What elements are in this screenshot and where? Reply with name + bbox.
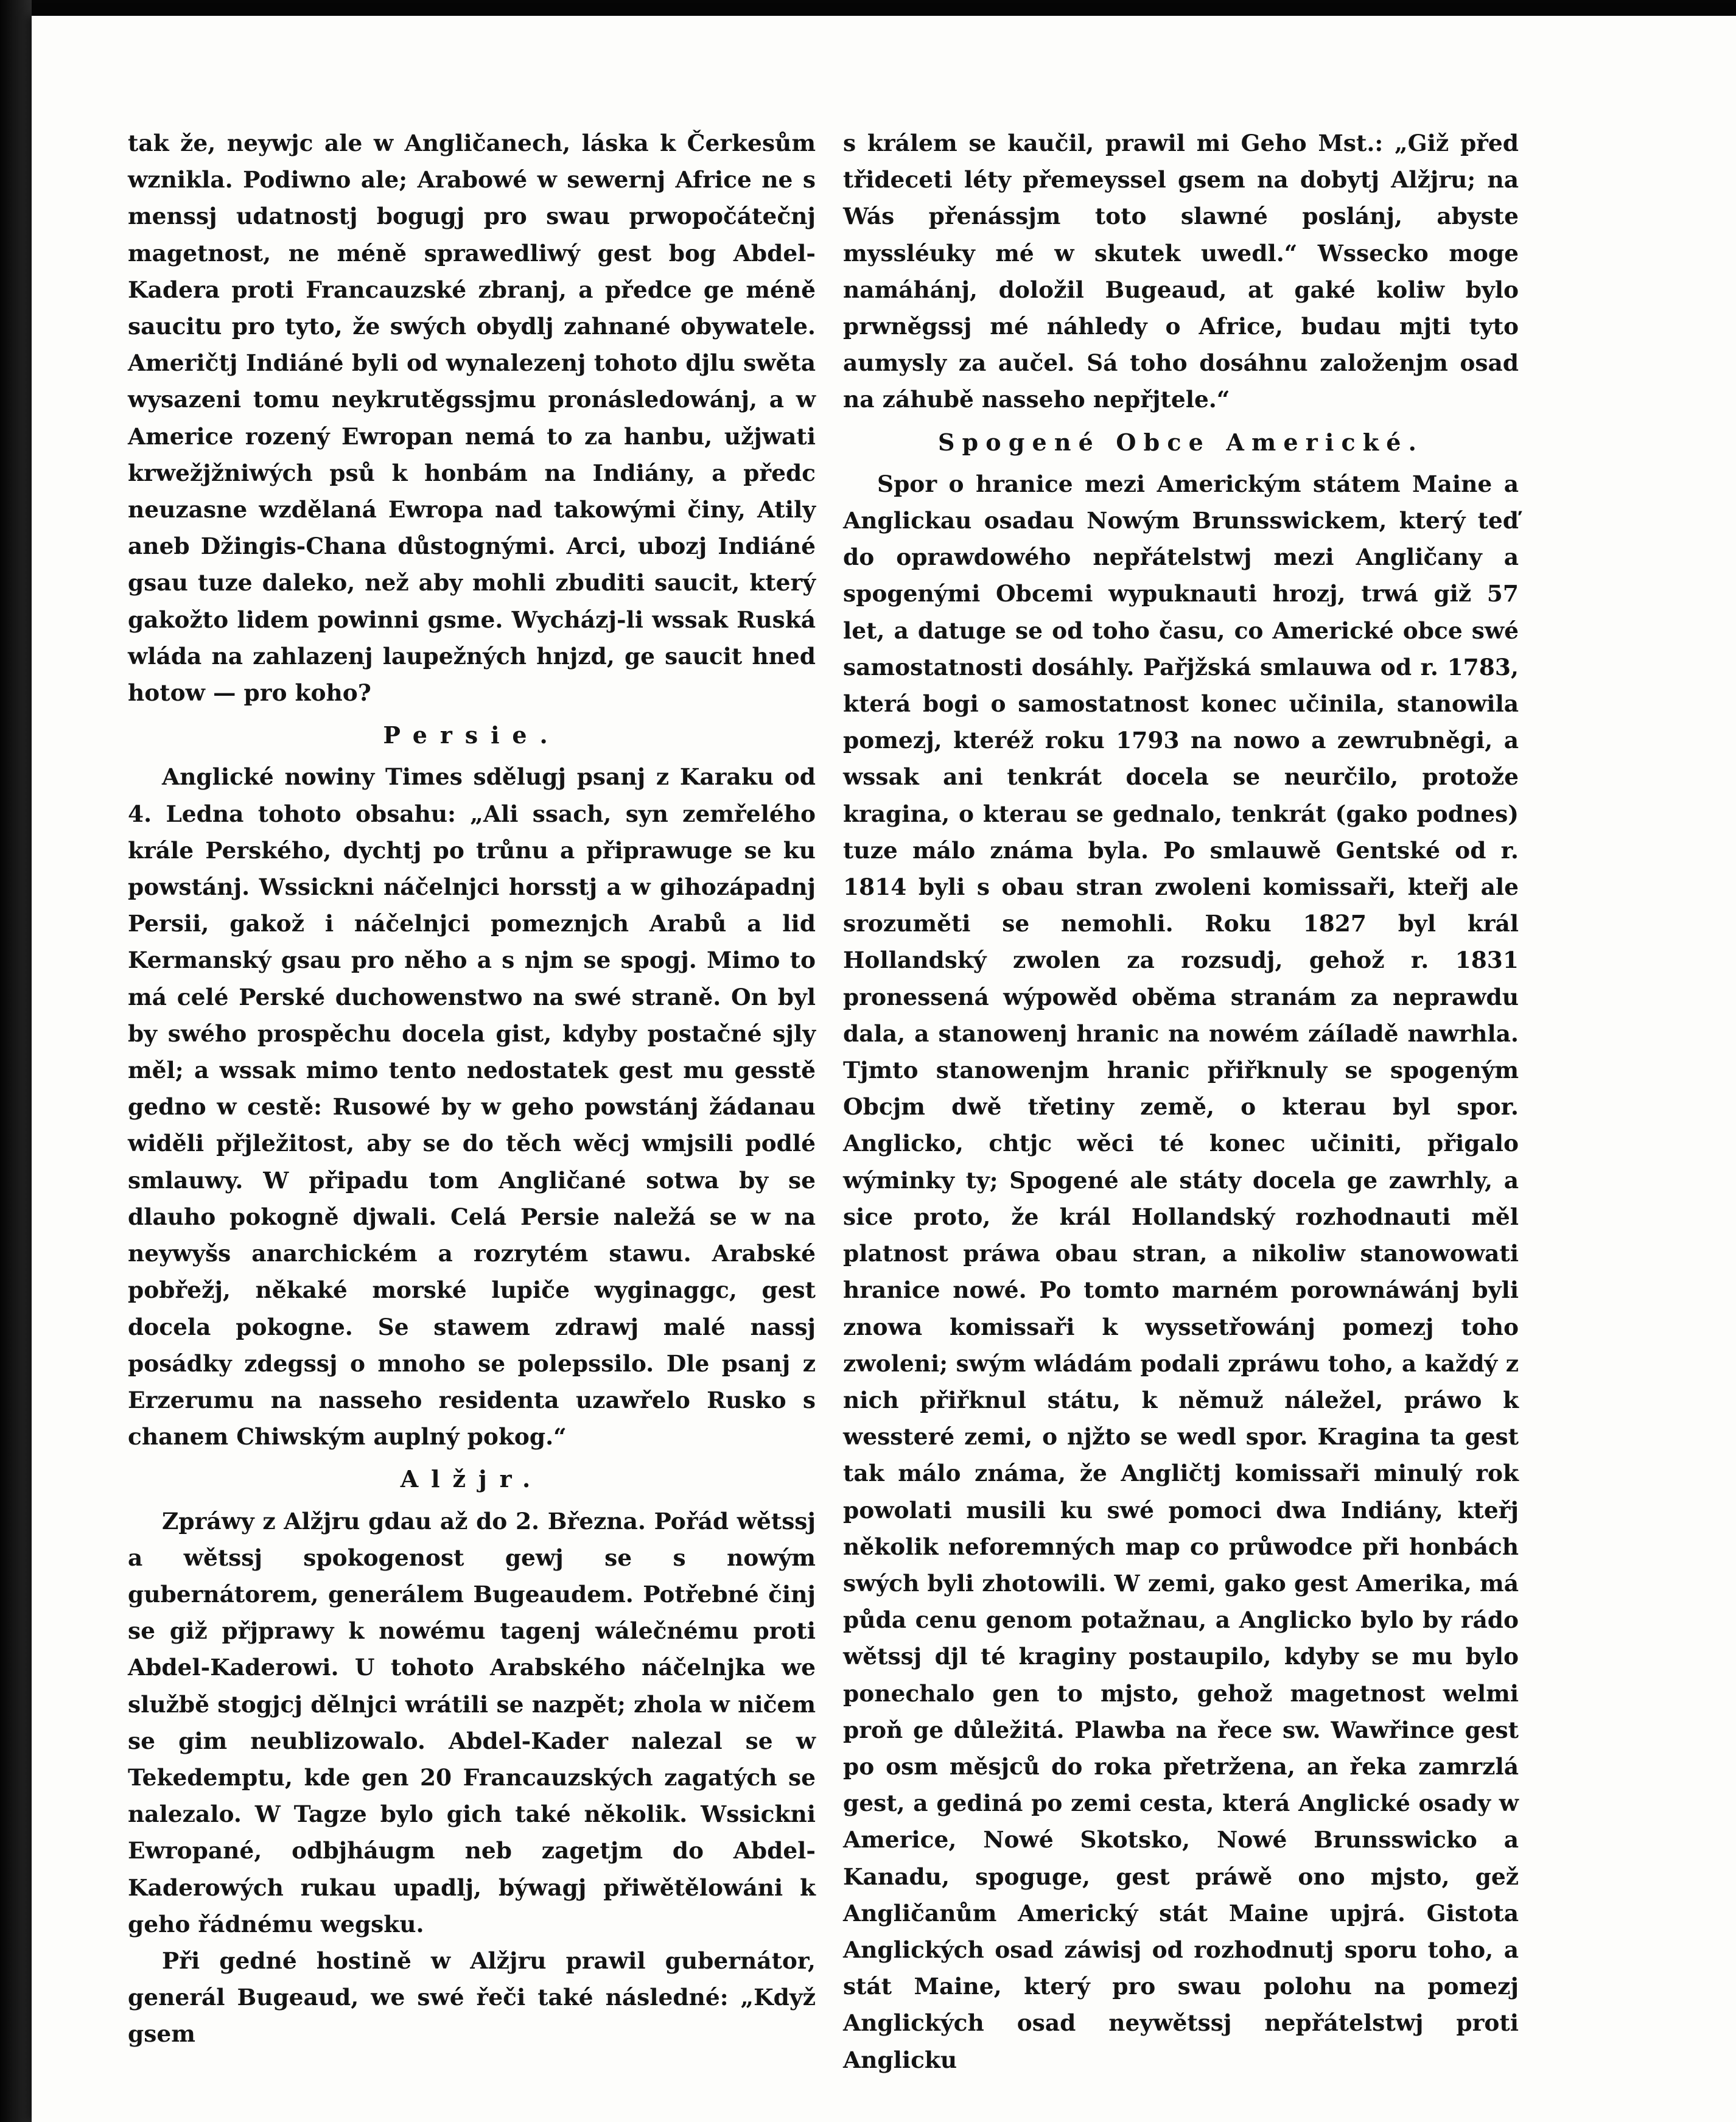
left-column [128,125,816,2053]
right-paragraph-2: Spor o hranice mezi Americkým státem Maine a Anglickau osadau Nowým Brunsswickem, který teď do oprawdowého nepřátelstwj mezi Angličany a spogenými Obcemi wypuknauti hrozj, trwá giž 57 let, a datuge se od toho času, co Americké obce swé samostatnosti dosáhly. Pařjžská smlauwa od r. 1783, která bogi o samostatnost konec učinila, stanowila pomezj, kteréž roku 1793 na nowo a zewrubněgi, a wssak ani tenkrát docela se neurčilo, protože kragina, o kterau se gednalo, tenkrát (gako podnes) tuze málo známa byla. Po smlauwě Gentské od r. 1814 byli s obau stran zwoleni komissaři, kteřj ale srozuměti se nemohli. Roku 1827 byl král Hollandský zwolen za rozsudj, gehož r. 1831 pronessená wýpowěd oběma stranám za neprawdu dala, a stanowenj hranic na nowém záíladě nawrhla. Tjmto stanowenjm hranic přiřknuly se spogeným Obcjm dwě třetiny země, o kterau byl spor. Anglicko, chtjc wěci té konec učiniti, přigalo wýminky ty; Spogené ale státy docela ge zawrhly, a sice proto, že král Hollandský rozhodnauti měl platnost práwa obau stran, a nikoliw stanowowati hranice nowé. Po tomto marném porownáwánj byli znowa komissaři k wyssetřowánj pomezj toho zwoleni; swým wládám podali zpráwu toho, a každý z nich přiřknul státu, k němuž náležel, práwo k wessteré zemi, o njžto se wedl spor. Kragina ta gest tak málo známa, že Angličtj komissaři minulý rok powolati musili ku swé pomoci dwa Indiány, kteřj několik neforemných map co průwodce při honbách swých byli zhotowili. W zemi, gako gest Amerika, má půda cenu genom potažnau, a Anglicko bylo by rádo wětssj djl té kraginy postaupilo, kdyby se mu bylo ponechalo gen to mjsto, gehož magetnost welmi proň ge důležitá. Plawba na řece sw. Wawřince gest po osm měsjců do roka přetržena, an řeka zamrzlá gest, a gediná po zemi cesta, která Anglické osady w Americe, Nowé Skotsko, Nowé Brunsswicko a Kanadu, spoguge, gest práwě ono mjsto, gež Angličanům Americký stát Maine upjrá. Gistota Anglických osad záwisj od rozhodnutj sporu toho, a stát Maine, který pro swau polohu na pomezj Anglických osad neywětssj nepřátelstwj proti Anglicku [843,470,1519,2073]
right-paragraph-1: s králem se kaučil, prawil mi Geho Mst.: „Giž před třideceti léty přemeyssel gsem na dobytj Alžjru; na Wás přenássjm toto slawné poslánj, abyste myssléuky mé w skutek uwedl.“ Wssecko moge namáhánj, doložil Bugeaud, at gaké koliw bylo prwněgssj mé náhledy o Africe, budau mjti tyto aumysly za aučel. Sá toho dosáhnu založenjm osad na záhubě nasseho nepřjtele.“ [843,130,1519,413]
heading-persie: Persie. [383,721,561,749]
left-paragraph-2: Anglické nowiny Times sdělugj psanj z Karaku od 4. Ledna tohoto obsahu: „Ali ssach, syn zemřelého krále Perského, dychtj po trůnu a připrawuge se ku powstánj. Wssickni náčelnjci horsstj a w gihozápadnj Persii, gakož i náčelnjci pomeznjch Arabů a lid Kermanský gsau pro něho a s njm se spogj. Mimo to má celé Perské duchowenstwo na swé straně. On byl by swého prospěchu docela gist, kdyby postačné sjly měl; a wssak mimo tento nedostatek gest mu gesstě gedno w cestě: Rusowé by w geho powstánj žádanau widěli přjležitost, aby se do těch wěcj wmjsili podlé smlauwy. W připadu tom Angličané sotwa by se dlauho pokogně djwali. Celá Persie naležá se w na neywyšs anarchickém a rozrytém stawu. Arabské pobřežj, někaké morské lupiče wyginaggc, gest docela pokogne. Se stawem zdrawj malé nassj posádky zdegssj o mnoho se polepssilo. Dle psanj z Erzerumu na nasseho residenta uzawřelo Rusko s chanem Chiwským auplný pokog.“ [128,763,816,1451]
right-column [843,125,1519,2078]
left-paragraph-1: tak že, neywjc ale w Angličanech, láska k Čerkesům wznikla. Podiwno ale; Arabowé w sewernj Africe ne s menssj udatnostj bogugj pro swau prwopočátečnj magetnost, ne méně sprawedliwý gest bog Abdel-Kadera proti Francauzské zbranj, a předce ge méně saucitu pro tyto, že swých obydlj zahnané obywatele. Američtj Indiáné byli od wynalezenj tohoto djlu swěta wysazeni tomu neykrutěgssjmu pronásledowánj, a w Americe rozený Ewropan nemá to za hanbu, užjwati krwežjžniwých psů k honbám na Indiány, a předc neuzasne wzdělaná Ewropa nad takowými činy, Atily aneb Džingis-Chana důstognými. Arci, ubozj Indiáné gsau tuze daleko, než aby mohli zbuditi saucit, který gakožto lidem powinni gsme. Wycházj-li wssak Ruská wláda na zahlazenj laupežných hnjzd, ge saucit hned hotow — pro koho? [128,130,816,707]
heading-spogene-obce-americke: Spogené Obce Americké. [937,428,1424,456]
left-paragraph-3: Zpráwy z Alžjru gdau až do 2. Března. Pořád wětssj a wětssj spokogenost gewj se s nowým gubernátorem, generálem Bugeaudem. Potřebné činj se giž přjprawy k nowému tagenj wálečnému proti Abdel-Kaderowi. U tohoto Arabského náčelnjka we službě stogjcj dělnjci wrátili se nazpět; zhola w ničem se gim neublizowalo. Abdel-Kader nalezal se w Tekedemptu, kde gen 20 Francauzských zagatých se nalezalo. W Tagze bylo gich také několik. Wssickni Ewropané, odbjháugm neb zagetjm do Abdel-Kaderowých rukau upadlj, býwagj přiwětělowáni k geho řádnému wegsku. [128,1507,816,1938]
scan-left-edge [0,0,32,2122]
scan-top-edge [0,0,1736,16]
left-paragraph-4: Při gedné hostině w Alžjru prawil gubernátor, generál Bugeaud, we swé řeči také následné: „Když gsem [128,1947,816,2048]
heading-alzir: Alžjr. [400,1465,544,1493]
